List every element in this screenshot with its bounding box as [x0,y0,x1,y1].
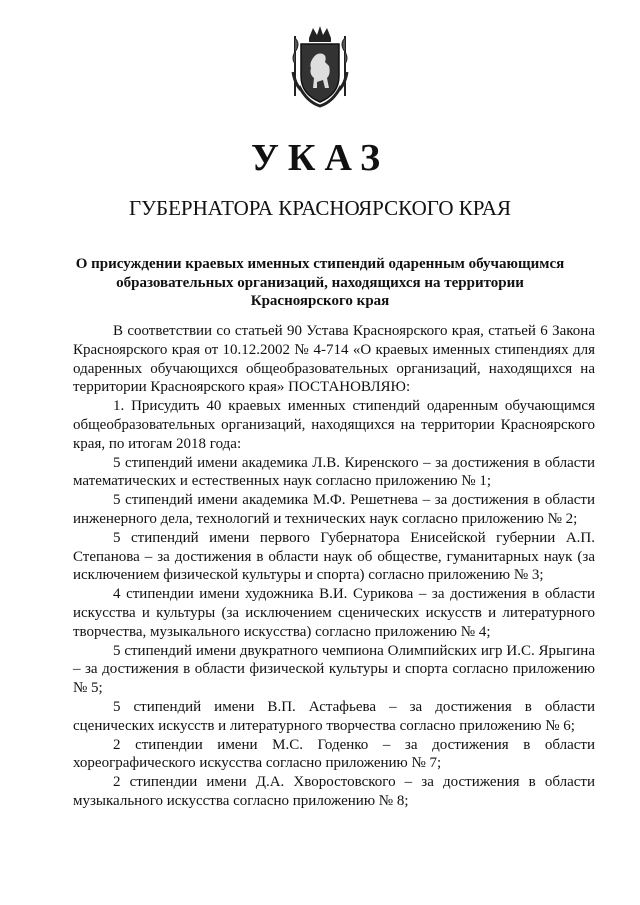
coat-of-arms-icon [287,26,353,108]
paragraph: 5 стипендий имени первого Губернатора Енисейской губернии А.П. Степанова – за достижения в области наук об обществе, гуманитарных наук (за исключением физической культуры и спорта) согласно приложению № 3; [73,529,595,584]
paragraph: 5 стипендий имени академика Л.В. Киренского – за достижения в области математических и естественных наук согласно приложению № 1; [73,454,595,490]
document-heading: О присуждении краевых именных стипендий одаренным обучающимся образовательных организаций, находящихся на территории Красноярского края [75,256,565,309]
paragraph: 5 стипендий имени В.П. Астафьева – за достижения в области сценических искусств и литературного творчества согласно приложению № 6; [73,698,595,734]
paragraph: 5 стипендий имени двукратного чемпиона Олимпийских игр И.С. Ярыгина – за достижения в области физической культуры и спорта согласно приложению № 5; [73,642,595,697]
document-subtitle: ГУБЕРНАТОРА КРАСНОЯРСКОГО КРАЯ [129,196,511,220]
paragraph: 4 стипендии имени художника В.И. Сурикова – за достижения в области искусства и культуры (за исключением сценических искусств и литературного творчества, музыкального искусства) согласно приложению № 4; [73,586,595,640]
paragraph: 1. Присудить 40 краевых именных стипендий одаренным обучающимся общеобразовательных организаций, находящихся на территории Красноярского края, по итогам 2018 года: [73,398,595,452]
document-title: УКАЗ [251,137,389,179]
paragraph: 5 стипендий имени академика М.Ф. Решетнева – за достижения в области инженерного дела, технологий и технических наук согласно приложению № 2; [73,492,595,527]
paragraph: В соответствии со статьей 90 Устава Красноярского края, статьей 6 Закона Красноярского края от 10.12.2002 № 4-714 «О краевых именных стипендиях для одаренных обучающихся общеобразовательных организаций, находящихся на территории Красноярского края» ПОСТАНОВЛЯЮ: [73,323,595,396]
document-body [73,322,595,811]
paragraph: 2 стипендии имени Д.А. Хворостовского – за достижения в области музыкального искусства согласно приложению № 8; [73,774,595,809]
paragraph: 2 стипендии имени М.С. Годенко – за достижения в области хореографического искусства согласно приложению № 7; [73,736,595,772]
